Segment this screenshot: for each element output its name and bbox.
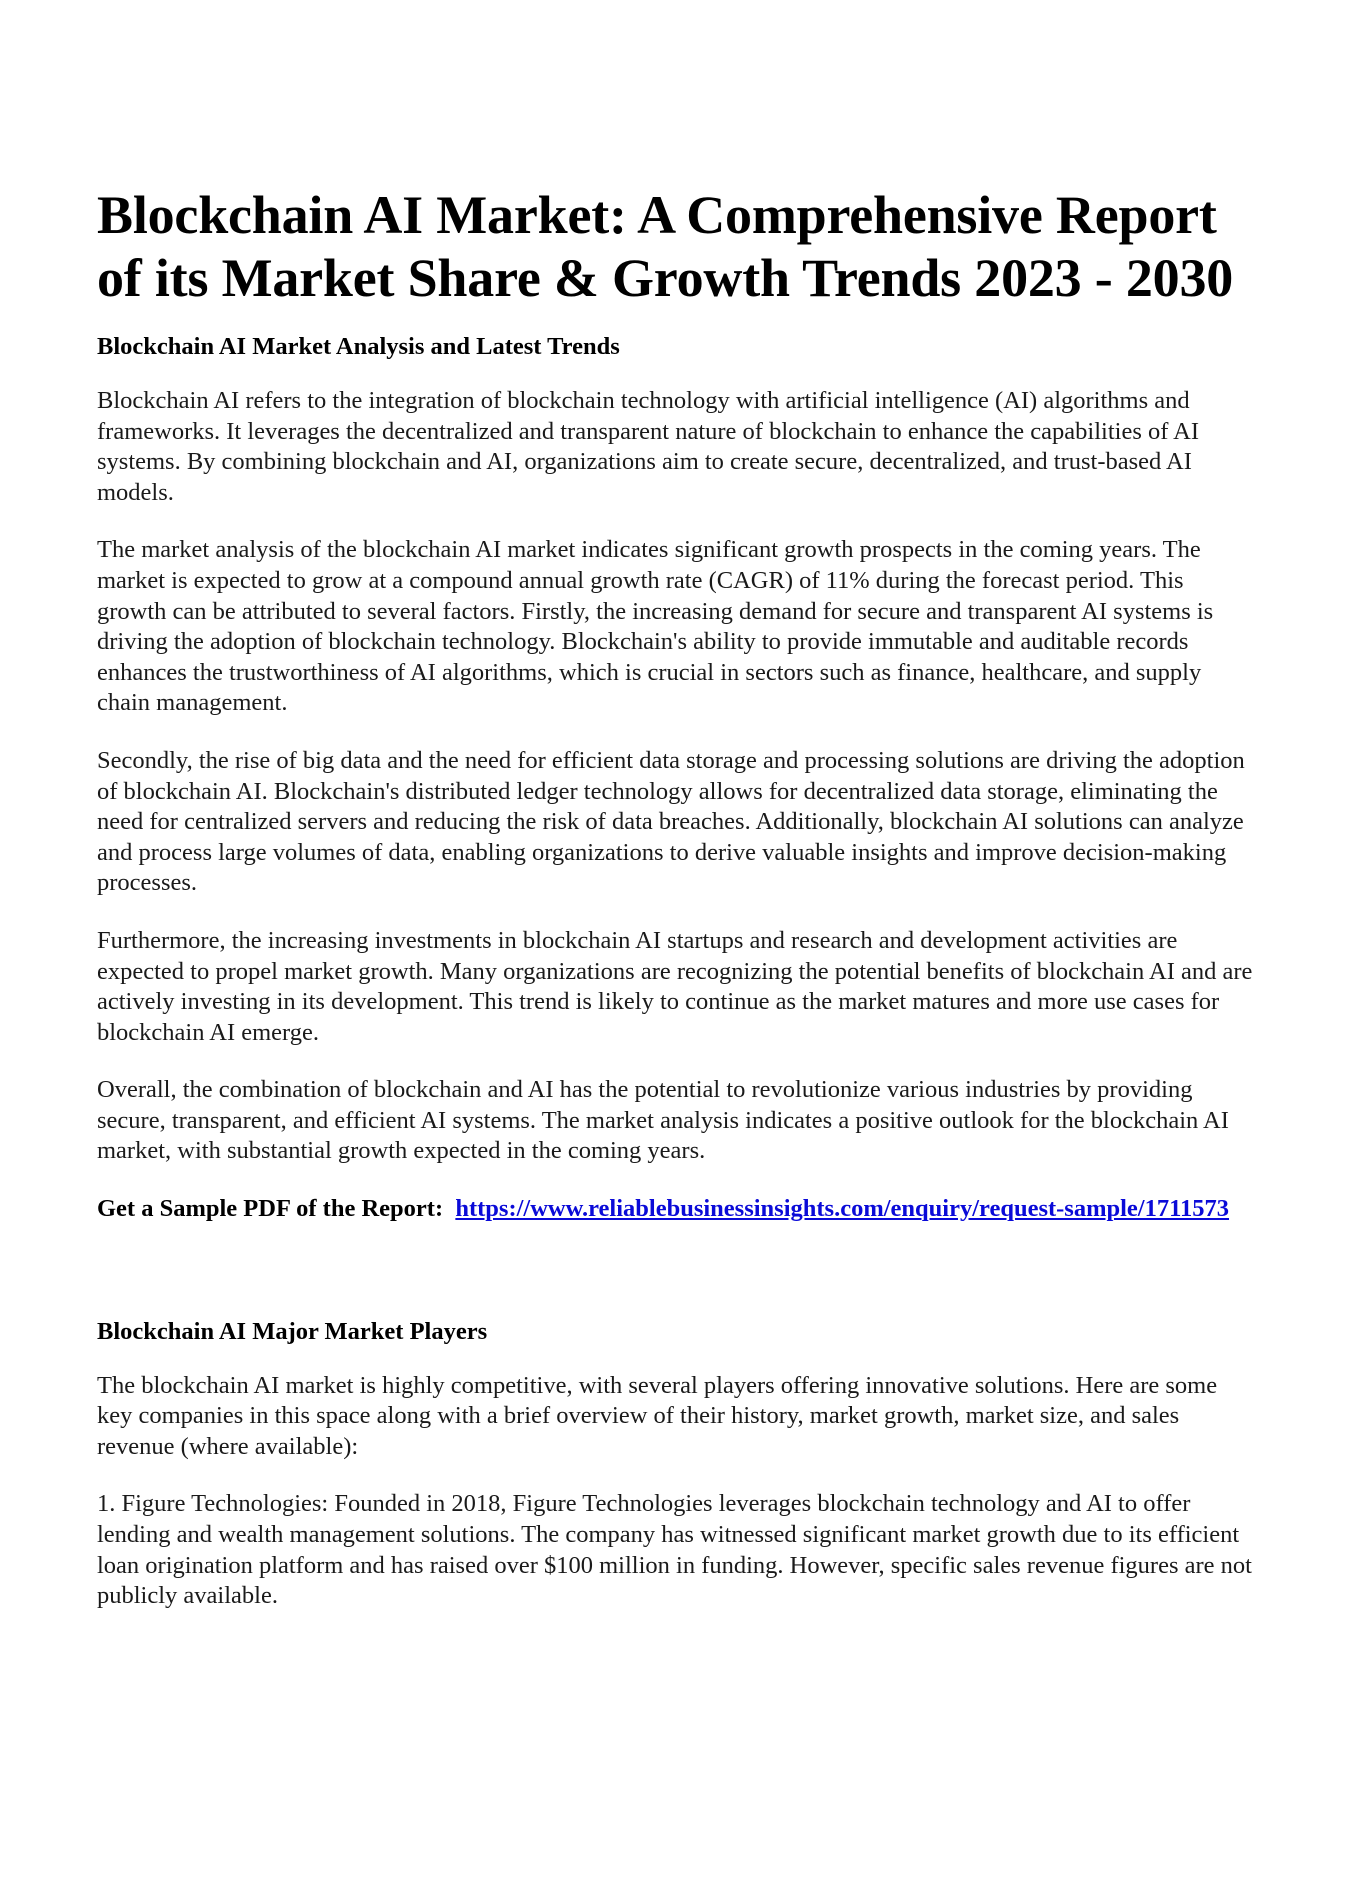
- paragraph-growth-cagr: The market analysis of the blockchain AI market indicates significant growth prospects in the coming years. The market is expected to grow at a compound annual growth rate (CAGR) of 11% during the forecast period. This growth can be attributed to several factors. Firstly, the increasing demand for secure and transparent AI systems is driving the adoption of blockchain technology. Blockchain's ability to provide immutable and auditable records enhances the trustworthiness of AI algorithms, which is crucial in sectors such as finance, healthcare, and supply chain management.: [97, 536, 1214, 717]
- section-heading-analysis: Blockchain AI Market Analysis and Latest Trends: [97, 333, 620, 360]
- section-spacer: [97, 1225, 1257, 1317]
- paragraph-investments: Furthermore, the increasing investments in blockchain AI startups and research and development activities are expected to propel market growth. Many organizations are recognizing the potential benefits of blockchain AI and are actively investing in its development. This trend is likely to continue as the market matures and more use cases for blockchain AI emerge.: [97, 926, 1253, 1046]
- section-heading-players: Blockchain AI Major Market Players: [97, 1317, 488, 1345]
- paragraph-big-data: Secondly, the rise of big data and the need for efficient data storage and processing solutions are driving the adoption of blockchain AI. Blockchain's distributed ledger technology allows for decentralized data storage, eliminating the need for centralized servers and reducing the risk of data breaches. Additionally, blockchain AI solutions can analyze and process large volumes of data, enabling organizations to derive valuable insights and improve decision-making processes.: [97, 746, 1245, 897]
- sample-pdf-label: Get a Sample PDF of the Report:: [97, 1195, 444, 1223]
- section-market-analysis: [97, 332, 1257, 1167]
- paragraph-overall: Overall, the combination of blockchain and AI has the potential to revolutionize various industries by providing secure, transparent, and efficient AI systems. The market analysis indicates a positive outlook for the blockchain AI market, with substantial growth expected in the coming years.: [97, 1076, 1229, 1165]
- list-item-player: 1. Figure Technologies: Founded in 2018, Figure Technologies leverages blockchain technology and AI to offer lending and wealth management solutions. The company has witnessed significant market growth due to its efficient loan origination platform and has raised over $100 million in funding. However, specific sales revenue figures are not publicly available.: [97, 1490, 1252, 1610]
- paragraph-players-intro: The blockchain AI market is highly competitive, with several players offering innovative solutions. Here are some key companies in this space along with a brief overview of their history, market growth, market size, and sales revenue (where available):: [97, 1371, 1218, 1460]
- sample-pdf-line: [97, 1194, 1257, 1225]
- document-page: [97, 184, 1257, 1639]
- report-title: Blockchain AI Market: A Comprehensive Report of its Market Share & Growth Trends 2023 - 2030: [97, 185, 1234, 308]
- paragraph-definition: Blockchain AI refers to the integration of blockchain technology with artificial intelligence (AI) algorithms and frameworks. It leverages the decentralized and transparent nature of blockchain to enhance the capabilities of AI systems. By combining blockchain and AI, organizations aim to create secure, decentralized, and trust-based AI models.: [97, 387, 1200, 506]
- section-market-players: [97, 1317, 1257, 1612]
- sample-pdf-link[interactable]: https://www.reliablebusinessinsights.com/enquiry/request-sample/1711573: [455, 1195, 1230, 1223]
